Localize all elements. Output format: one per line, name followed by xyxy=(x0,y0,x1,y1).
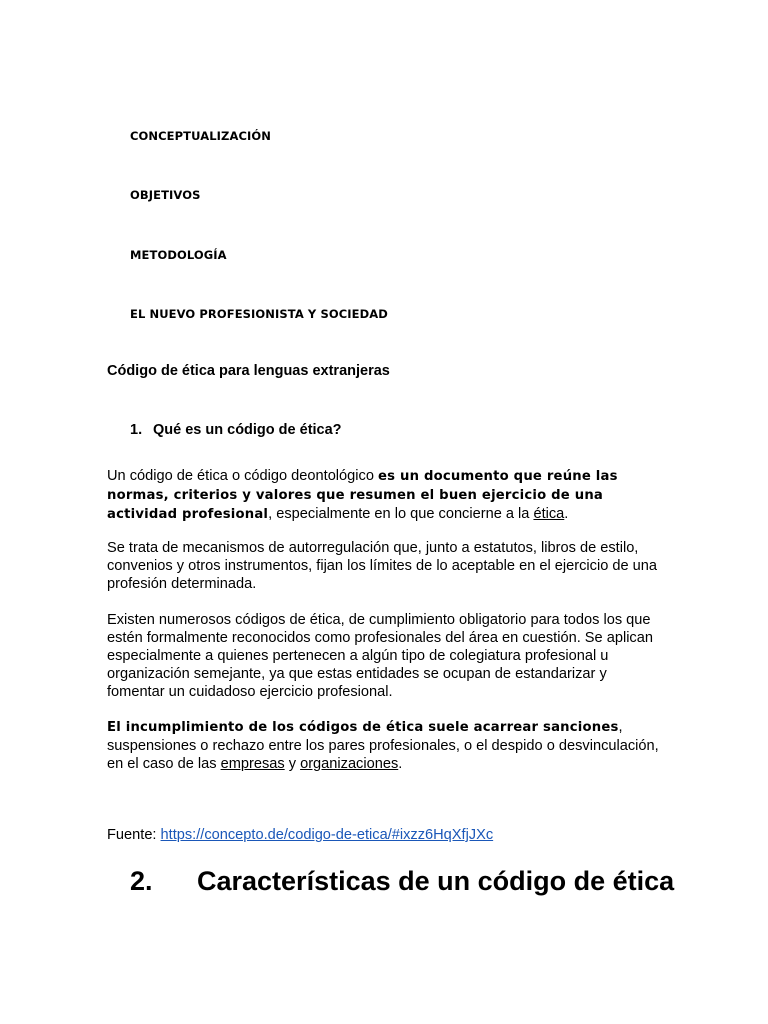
document-title: Código de ética para lenguas extranjeras xyxy=(107,363,390,379)
paragraph-mechanisms: Se trata de mecanismos de autorregulación que, junto a estatutos, libros de estilo, convenios y otros instrumentos, fijan los límites de lo aceptable en el ejercicio de una profesión determinada. xyxy=(107,540,657,592)
paragraph-numerous-codes: Existen numerosos códigos de ética, de cumplimiento obligatorio para todos los que estén formalmente reconocidos como profesionales del área en cuestión. Se aplican especialmente a quienes pertenecen a algún tipo de colegiatura profesional u organización semejante, ya que estas entidades se ocupan de estandarizar y fomentar un cuidadoso ejercicio profesional. xyxy=(107,612,653,700)
paragraph-sanctions xyxy=(107,718,667,773)
question-number: 1. xyxy=(130,422,143,438)
p4-bold: El incumplimiento de los códigos de ética suele acarrear sanciones xyxy=(107,720,619,735)
question-text: Qué es un código de ética? xyxy=(153,422,342,438)
source-label: Fuente: xyxy=(107,827,161,843)
section-2-number: 2. xyxy=(130,866,153,896)
p4-text-b: y xyxy=(284,756,301,772)
p4-text-a: , suspensiones o rechazo entre los pares profesionales, o el despido o desvinculación, en el caso de las xyxy=(107,719,659,772)
empresas-link[interactable]: empresas xyxy=(220,756,285,772)
toc-item-nuevo-profesionista: EL NUEVO PROFESIONISTA Y SOCIEDAD xyxy=(130,307,388,321)
toc-item-objetivos: OBJETIVOS xyxy=(130,188,201,202)
etica-link[interactable]: ética xyxy=(533,506,565,522)
source-line xyxy=(107,827,493,843)
p1-bold: es un documento que reúne las normas, criterios y valores que resumen el buen ejercicio de una actividad profesional xyxy=(107,469,618,522)
toc-item-metodologia: METODOLOGÍA xyxy=(130,248,227,262)
p1-text-c: , especialmente en lo que concierne a la xyxy=(268,506,534,522)
question-heading xyxy=(130,422,342,438)
p4-text-c: . xyxy=(398,756,403,772)
source-link[interactable]: https://concepto.de/codigo-de-etica/#ixzz6HqXfjJXc xyxy=(160,827,494,843)
toc-item-conceptualizacion: CONCEPTUALIZACIÓN xyxy=(130,129,271,143)
p1-text-a: Un código de ética o código deontológico xyxy=(107,468,378,484)
section-2-title: Características de un código de ética xyxy=(197,866,675,896)
section-2-heading xyxy=(130,866,674,897)
organizaciones-link[interactable]: organizaciones xyxy=(300,756,399,772)
p1-text-d: . xyxy=(564,506,569,522)
paragraph-definition xyxy=(107,467,667,524)
